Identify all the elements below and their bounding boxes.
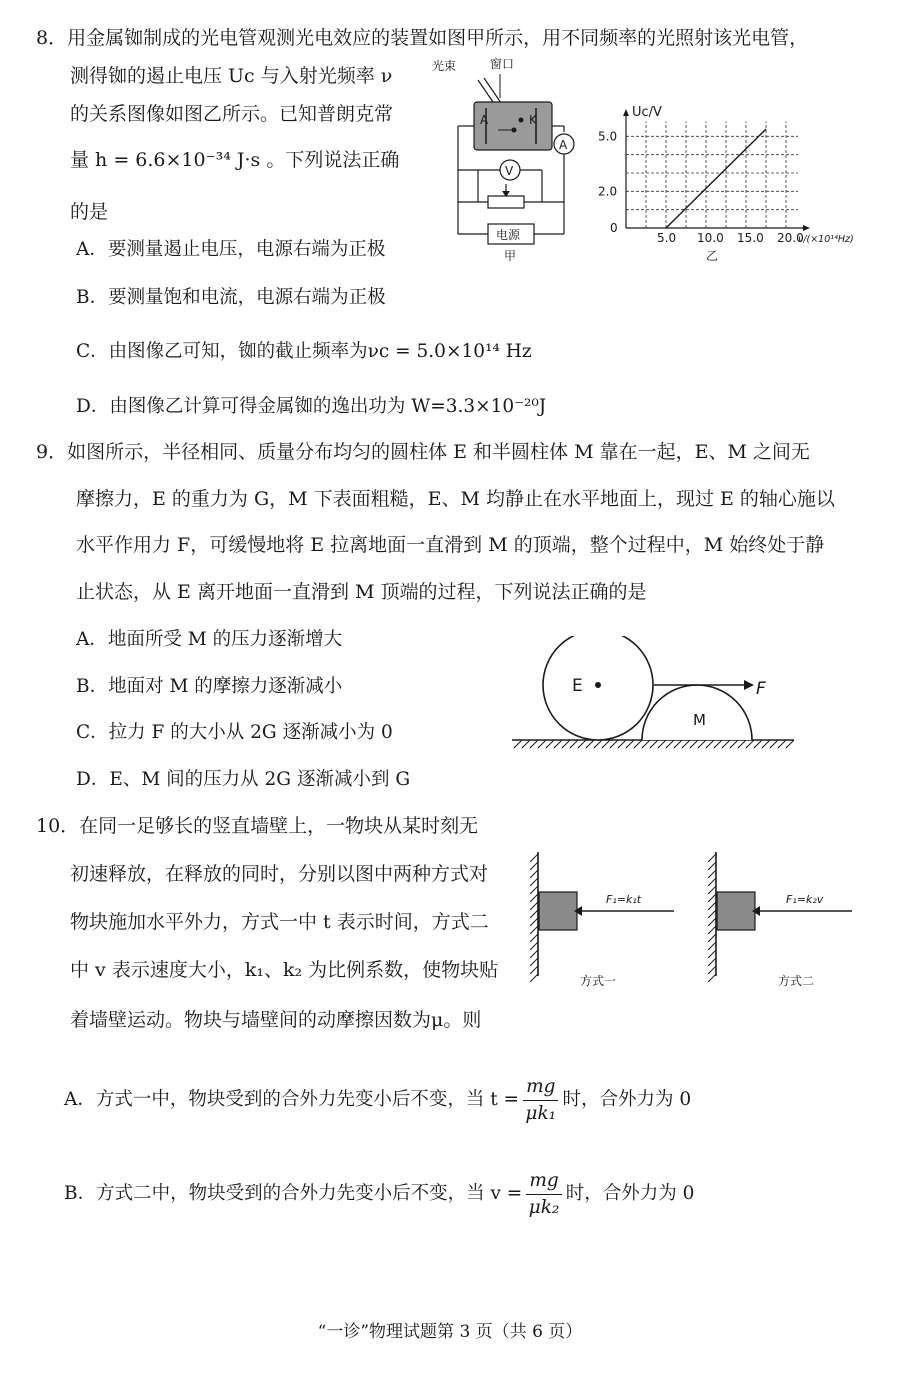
q9-option-c: C．拉力 F 的大小从 2G 逐渐减小为 0 <box>76 722 393 743</box>
q10-option-b-tail: 时，合外力为 0 <box>565 1183 695 1204</box>
electron-2 <box>512 128 517 133</box>
q8-line2: 测得铷的遏止电压 Uc 与入射光频率 ν <box>70 65 393 87</box>
force-label-1: F₁=k₁t <box>606 893 642 906</box>
q9-line4: 止状态，从 E 离开地面一直滑到 M 顶端的过程，下列说法正确的是 <box>76 581 647 603</box>
force-f-label: F <box>756 679 766 699</box>
q10-line4: 中 v 表示速度大小，k₁、k₂ 为比例系数，使物块贴 <box>70 959 499 981</box>
method-1-caption: 方式一 <box>580 974 617 988</box>
ammeter-label: A <box>559 138 568 152</box>
q8-option-b: B．要测量饱和电流，电源右端为正极 <box>76 287 386 308</box>
y-tick-label: 5.0 <box>598 129 618 144</box>
cylinder-e-axis <box>595 682 601 688</box>
q10-option-b-text: B．方式二中，物块受到的合外力先变小后不变，当 v = <box>64 1183 523 1204</box>
y-tick-label: 2.0 <box>598 184 618 199</box>
block-1 <box>539 892 577 930</box>
q10-option-a-numerator: mg <box>523 1076 558 1101</box>
q8-line1: 8．用金属铷制成的光电管观测光电效应的装置如图甲所示，用不同频率的光照射该光电管， <box>36 27 809 49</box>
figure-jia-caption: 甲 <box>504 249 517 263</box>
q10-line1: 10．在同一足够长的竖直墙壁上，一物块从某时刻无 <box>36 815 479 837</box>
anode-label: A <box>480 113 489 127</box>
q10-option-b <box>64 1164 694 1224</box>
q10-method-2-figure <box>700 848 868 988</box>
x-tick-label: 5.0 <box>657 231 677 245</box>
cylinder-e-label: E <box>572 676 583 696</box>
force-label-2: F₁=k₂v <box>786 893 824 906</box>
y-axis-label: Uc/V <box>632 105 662 120</box>
y-tick-label: 0 <box>610 221 618 235</box>
block-2 <box>717 892 755 930</box>
q8-line5: 的是 <box>70 201 109 223</box>
y-axis-arrow <box>623 109 629 116</box>
q8-line3: 的关系图像如图乙所示。已知普朗克常 <box>70 103 394 125</box>
q9-option-d: D．E、M 间的压力从 2G 逐渐减小到 G <box>76 769 411 790</box>
q10-option-b-numerator: mg <box>526 1170 561 1195</box>
power-source-label: 电源 <box>496 228 521 242</box>
q10-option-a-tail: 时，合外力为 0 <box>562 1089 692 1110</box>
cathode-label: K <box>529 113 537 127</box>
q9-option-b: B．地面对 M 的摩擦力逐渐减小 <box>76 676 343 697</box>
voltmeter-label: V <box>505 164 514 178</box>
q10-option-a-fraction <box>523 1076 558 1125</box>
q8-line4: 量 h = 6.6×10⁻³⁴ J·s 。下列说法正确 <box>70 149 400 171</box>
q9-line3: 水平作用力 F，可缓慢地将 E 拉离地面一直滑到 M 的顶端，整个过程中，M 始终处于静 <box>76 534 825 556</box>
q10-option-b-denominator: μk₂ <box>528 1196 560 1218</box>
uc-frequency-line <box>666 129 766 228</box>
q8-option-c: C．由图像乙可知，铷的截止频率为νc = 5.0×10¹⁴ Hz <box>76 341 532 362</box>
method-2-caption: 方式二 <box>778 974 815 988</box>
x-tick-label: 15.0 <box>737 231 764 245</box>
q8-circuit-figure <box>426 52 586 267</box>
q10-option-b-fraction <box>526 1170 561 1219</box>
q10-line2: 初速释放，在释放的同时，分别以图中两种方式对 <box>70 863 489 885</box>
q9-option-a: A．地面所受 M 的压力逐渐增大 <box>76 629 343 650</box>
q10-line3: 物块施加水平外力，方式一中 t 表示时间，方式二 <box>70 911 489 933</box>
q9-cylinder-figure <box>508 636 798 754</box>
q10-option-a <box>64 1070 691 1130</box>
q8-option-d: D．由图像乙计算可得金属铷的逸出功为 W=3.3×10⁻²⁰J <box>76 396 547 417</box>
q9-line2: 摩擦力，E 的重力为 G，M 下表面粗糙，E、M 均静止在水平地面上，现过 E 的轴心施以 <box>76 488 835 510</box>
q8-uc-frequency-chart <box>588 100 894 265</box>
x-tick-label: 10.0 <box>697 231 724 245</box>
q10-line5: 着墙壁运动。物块与墙壁间的动摩擦因数为μ。则 <box>70 1009 482 1031</box>
ground-hatching <box>514 740 794 748</box>
x-axis-arrow <box>803 225 810 231</box>
window-label: 窗口 <box>490 57 515 71</box>
q10-method-1-figure <box>522 848 690 988</box>
q9-line1: 9．如图所示，半径相同、质量分布均匀的圆柱体 E 和半圆柱体 M 靠在一起，E、M 之间无 <box>36 441 810 463</box>
figure-yi-caption: 乙 <box>706 249 719 263</box>
q10-option-a-denominator: μk₁ <box>525 1102 557 1124</box>
rheostat <box>488 196 524 208</box>
x-tick-label: 20.0 <box>777 231 804 245</box>
x-axis-label: ν/(×10¹⁴Hz) <box>798 234 854 245</box>
light-beam-label: 光束 <box>432 59 457 73</box>
q10-option-a-text: A．方式一中，物块受到的合外力先变小后不变，当 t = <box>64 1089 520 1110</box>
q8-option-a: A．要测量遏止电压，电源右端为正极 <box>76 239 386 260</box>
electron-1 <box>519 118 524 123</box>
page-footer: “一诊”物理试题第 3 页（共 6 页） <box>317 1322 583 1342</box>
half-cylinder-m-label: M <box>693 711 706 729</box>
